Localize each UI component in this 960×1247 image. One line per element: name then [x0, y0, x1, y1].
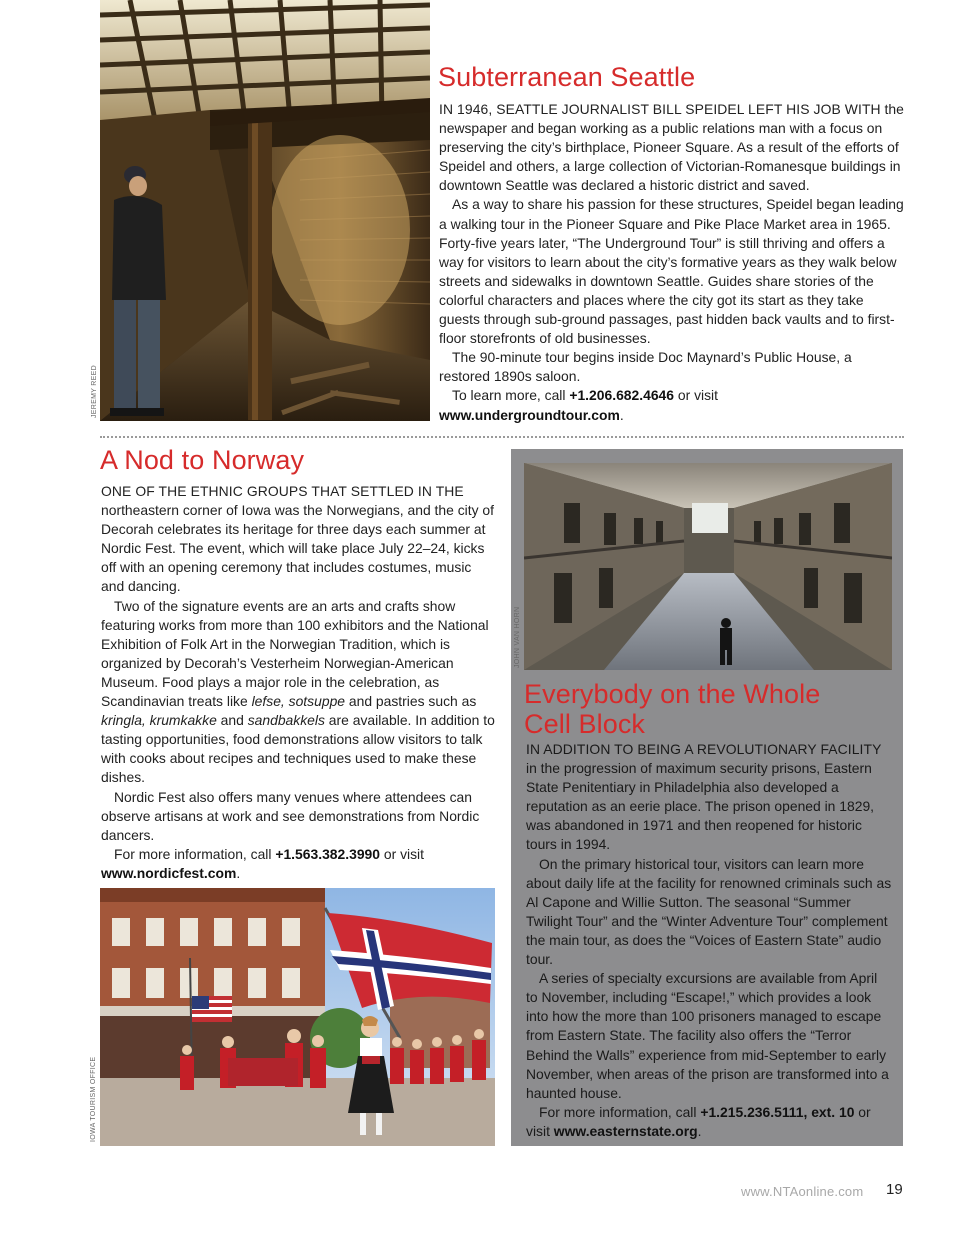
- seattle-url-link[interactable]: www.undergroundtour.com: [439, 406, 620, 423]
- eastern-paragraph-1: IN ADDITION TO BEING A REVOLUTIONARY FACILITY in the progression of maximum security prisons, Eastern State Penitentiary in Philadelphia also developed a reputation as an eerie place. The prison opened in 1829, was abandoned in 1971 and then reopened for historic tours in 1994.: [526, 741, 882, 853]
- norway-paragraph-1: ONE OF THE ETHNIC GROUPS THAT SETTLED IN THE northeastern corner of Iowa was the Norwegians, and the city of Decorah celebrates its heritage for three days each summer at Nordic Fest. The event, which will take place July 22–24, kicks off with an opening ceremony that includes costumes, music and dancing.: [101, 483, 495, 595]
- footer-site-link[interactable]: www.NTAonline.com: [741, 1184, 864, 1199]
- eastern-url-link[interactable]: www.easternstate.org: [553, 1122, 698, 1139]
- page-number: 19: [886, 1181, 903, 1198]
- seattle-headline: Subterranean Seattle: [438, 62, 696, 92]
- norway-photo-credit: IOWA TOURISM OFFICE: [90, 1056, 97, 1142]
- norway-phone: +1.563.382.3990: [275, 845, 381, 862]
- seattle-contact: To learn more, call +1.206.682.4646 or visit www.undergroundtour.com.: [439, 387, 719, 423]
- section-divider: [100, 436, 904, 438]
- norway-contact: For more information, call +1.563.382.3990 or visit www.nordicfest.com.: [101, 845, 425, 881]
- norway-article-body: [101, 482, 496, 883]
- nordic-fest-parade-photo: [100, 888, 495, 1146]
- seattle-phone: +1.206.682.4646: [569, 387, 675, 404]
- seattle-paragraph-2: As a way to share his passion for these structures, Speidel began leading a walking tour in the Pioneer Square and Pike Place Market area in 1965. Forty-five years later, “The Underground Tour” is still thriving and offers a way for visitors to learn about the city’s formative years as they walk below streets and sidewalks in downtown Seattle. Guides share stories of the colorful characters and places where the city got its start as they take guests through sub-ground passages, past hidden back vaults and to first-floor storefronts of old businesses.: [439, 196, 904, 347]
- eastern-contact: For more information, call +1.215.236.5111, ext. 10 or visit www.easternstate.org.: [526, 1103, 871, 1139]
- seattle-paragraph-1: IN 1946, SEATTLE JOURNALIST BILL SPEIDEL LEFT HIS JOB WITH the newspaper and began working as a public relations man with a focus on preserving the city’s birthplace, Pioneer Square. As a result of the efforts of Speidel and others, a large collection of Victorian-Romanesque buildings in downtown Seattle was declared a historic district and saved.: [439, 101, 904, 194]
- eastern-state-cellblock-photo: [524, 463, 892, 670]
- norway-url-link[interactable]: www.nordicfest.com: [101, 864, 237, 881]
- eastern-paragraph-2: On the primary historical tour, visitors can learn more about daily life at the facility for renowned criminals such as Al Capone and Willie Sutton. The seasonal “Summer Twilight Tour” and the “Winter Adventure Tour” complement the main tour, as does the “Voices of Eastern State” audio tour.: [526, 855, 892, 968]
- seattle-underground-photo: [100, 0, 430, 421]
- seattle-paragraph-3: The 90-minute tour begins inside Doc Maynard’s Public House, a restored 1890s saloon.: [439, 349, 852, 385]
- eastern-paragraph-3: A series of specialty excursions are available from April to November, including “Escape!,” which provides a look into how the more than 100 prisoners managed to escape from Eastern State. The facility also offers the “Terror Behind the Walls” experience from mid-September to early November, when areas of the prison are transformed into a haunted house.: [526, 970, 889, 1101]
- eastern-photo-credit: JOHN VAN HORN: [514, 606, 521, 668]
- eastern-article-body: [526, 740, 892, 1141]
- seattle-photo-credit: JEREMY REED: [91, 365, 98, 418]
- eastern-phone: +1.215.236.5111, ext. 10: [700, 1103, 855, 1120]
- seattle-article-body: [439, 100, 905, 425]
- norway-paragraph-2: Two of the signature events are an arts and crafts show featuring works from more than 100 exhibitors and the National Exhibition of Folk Art in the Norwegian Tradition, which is organized by Decorah’s Vesterheim Norwegian-American Museum. Food plays a major role in the celebration, as Scandinavian treats like lefse, sotsuppe and pastries such as kringla, krumkakke and sandbakkels are available. In addition to tasting opportunities, food demonstrations allow visitors to talk with cooks about recipes and techniques used to make these dishes.: [101, 597, 495, 786]
- norway-headline: A Nod to Norway: [100, 445, 305, 475]
- norway-paragraph-3: Nordic Fest also offers many venues where attendees can observe artisans at work and see demonstrations from Nordic dancers.: [101, 788, 480, 843]
- eastern-headline: Everybody on the Whole Cell Block: [524, 679, 821, 739]
